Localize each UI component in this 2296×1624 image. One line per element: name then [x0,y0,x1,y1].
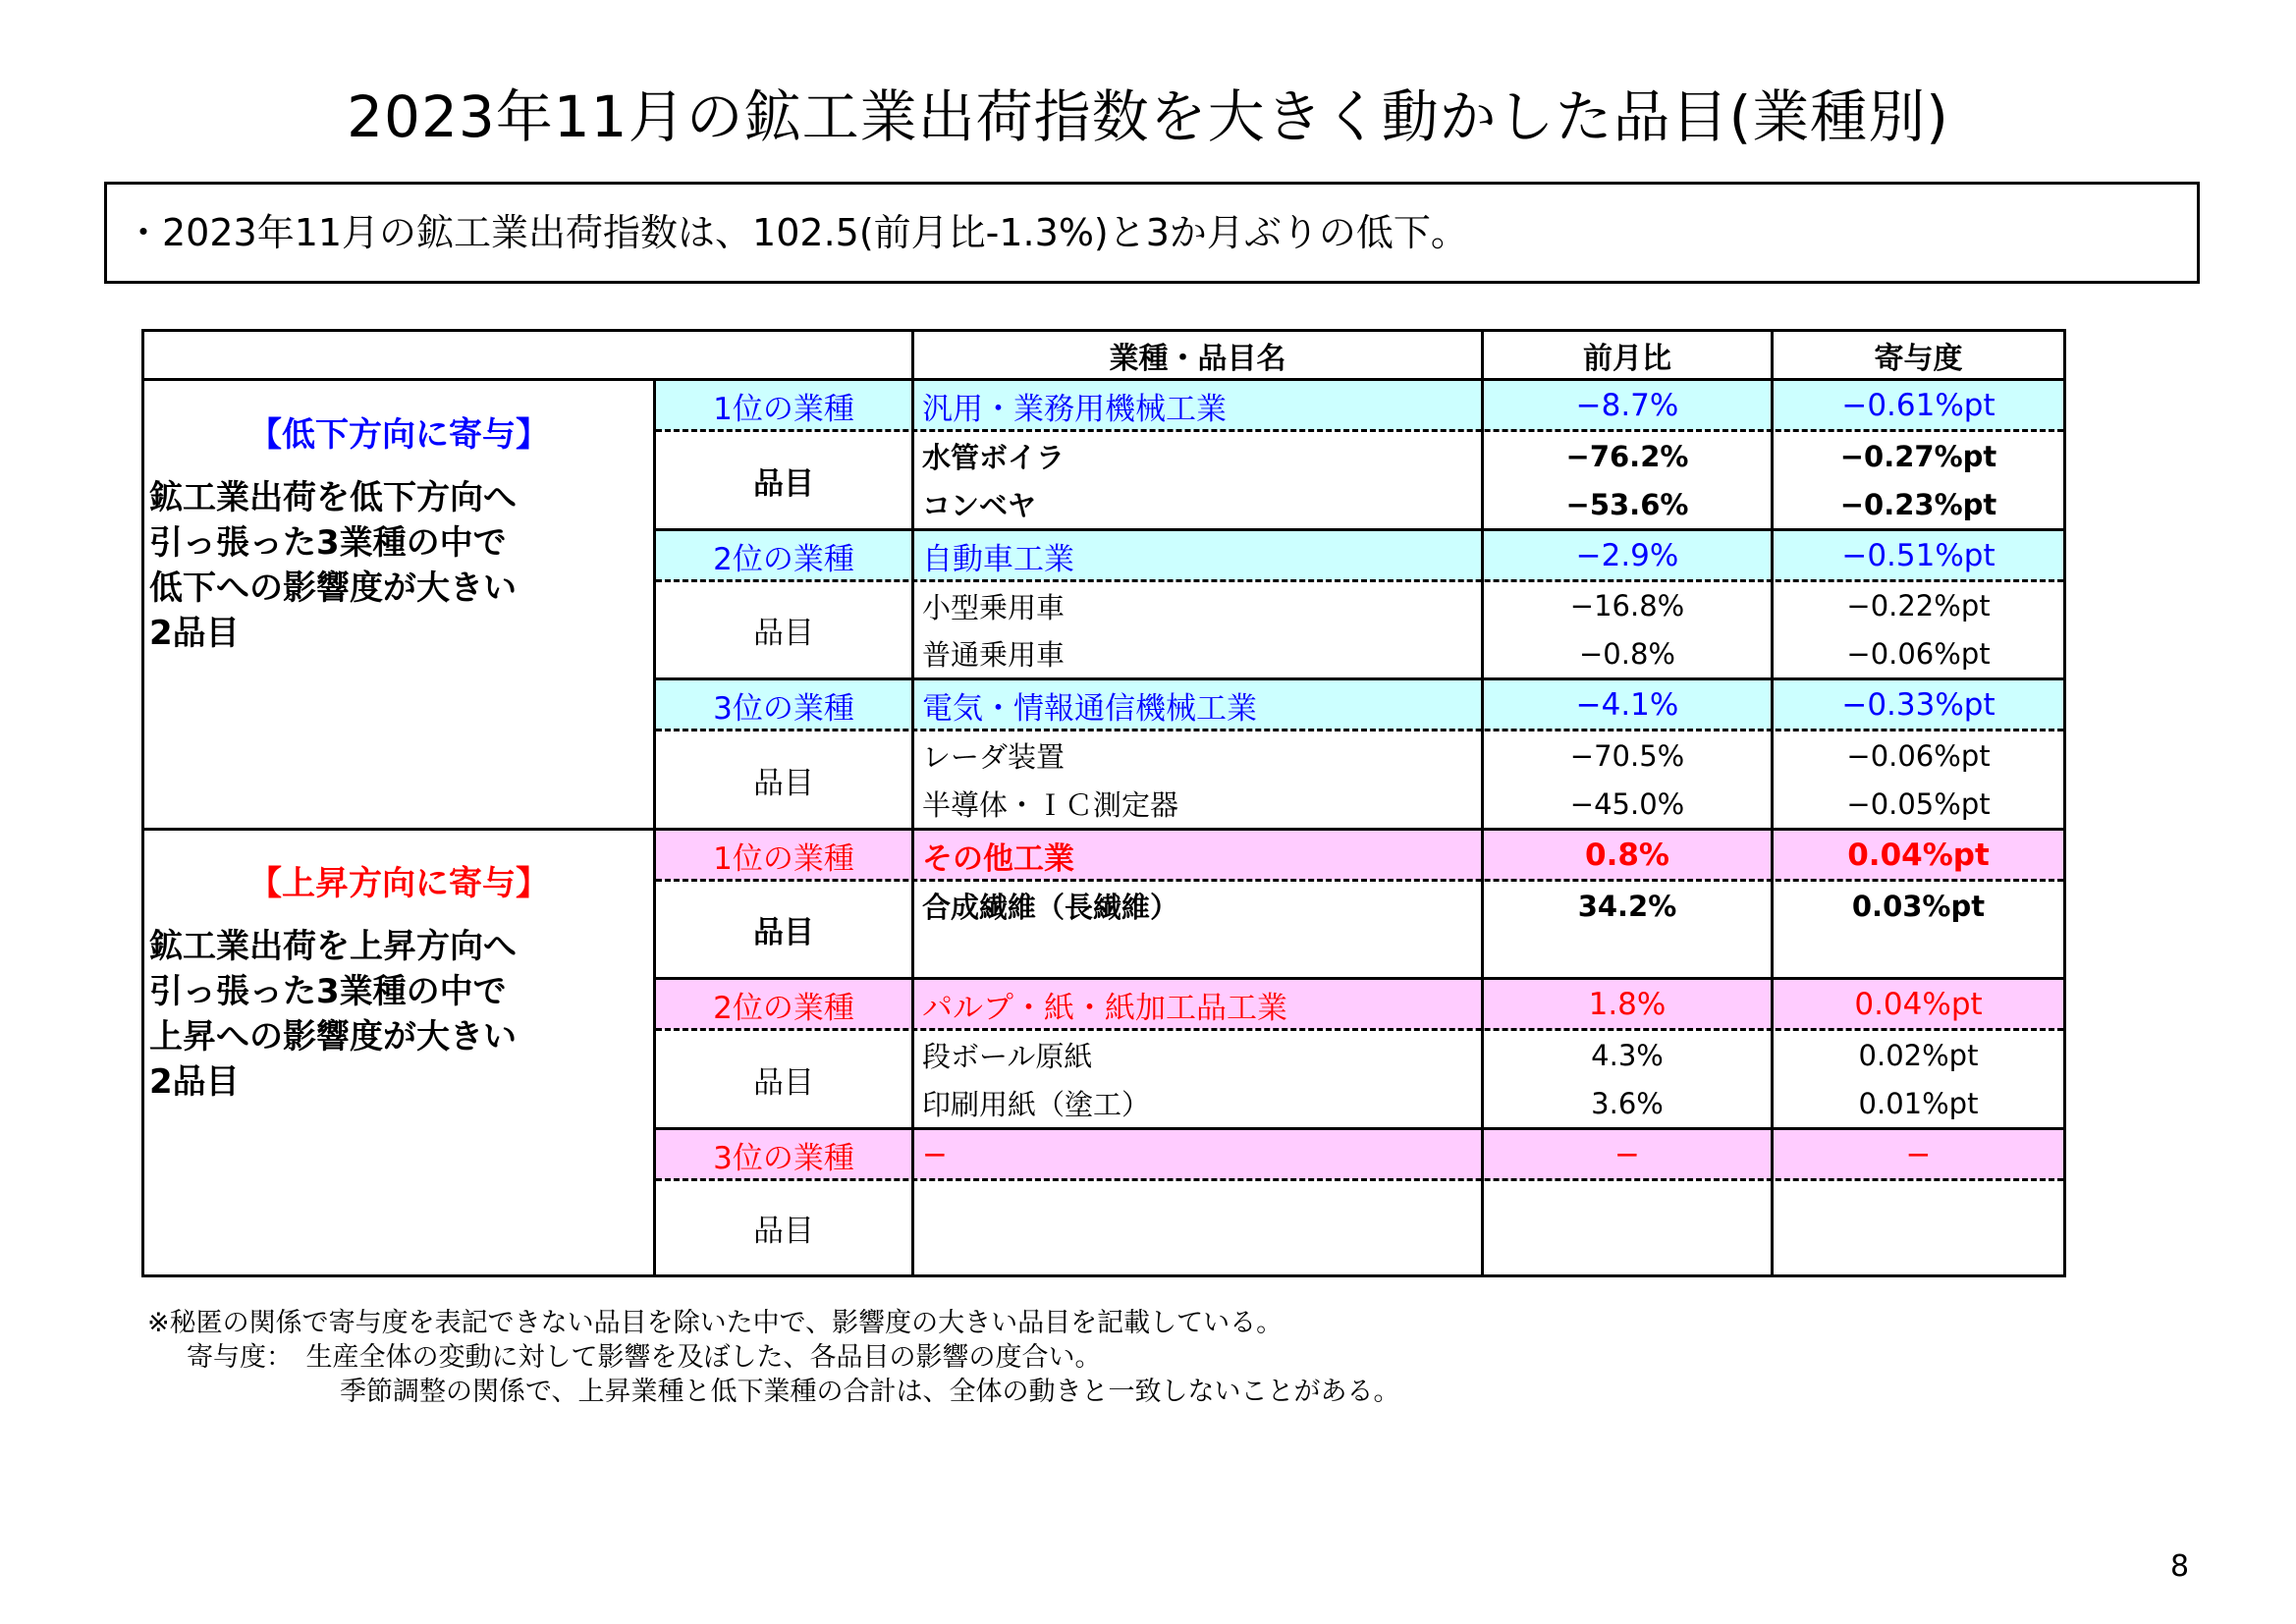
industry-rank: 3位の業種 [713,1140,854,1176]
rise-title: 【上昇方向に寄与】 [248,864,549,903]
item-label: 品目 [753,1064,814,1101]
industry-mom: − [1614,1137,1640,1172]
item-contribution: −0.05%pt [1846,786,1991,821]
summary-box: ・2023年11月の鉱工業出荷指数は、102.5(前月比-1.3%)と3か月ぶりの低下。 [104,182,2200,284]
industry-contribution: −0.33%pt [1841,687,1995,723]
decline-desc-line: 鉱工業出荷を低下方向へ [149,478,517,517]
industry-name: − [922,1137,948,1172]
decline-title: 【低下方向に寄与】 [248,415,549,455]
industry-contribution: −0.61%pt [1841,388,1995,423]
industry-mom: −4.1% [1575,687,1679,723]
industry-rank: 1位の業種 [713,840,854,877]
industry-contribution: − [1905,1137,1932,1172]
item-label: 品目 [753,1214,814,1249]
industry-name: 汎用・業務用機械工業 [922,391,1227,427]
rise-desc-line: 上昇への影響度が大きい [149,1017,517,1056]
rise-desc-line: 2品目 [149,1062,240,1102]
rise-desc-line: 引っ張った3業種の中で [149,972,507,1011]
item-name: 水管ボイラ [922,441,1066,474]
item-contribution: 0.02%pt [1858,1038,1979,1072]
item-name: 合成繊維（長繊維） [922,891,1179,924]
item-name: 印刷用紙（塗工） [922,1088,1151,1121]
item-name: 普通乗用車 [922,638,1066,672]
item-mom: −76.2% [1565,439,1689,473]
item-mom: −53.6% [1565,487,1689,521]
item-mom: 3.6% [1591,1086,1664,1120]
item-contribution: −0.06%pt [1846,636,1991,671]
item-name: レーダ装置 [922,740,1066,774]
industry-mom: 1.8% [1588,987,1667,1022]
industry-name: 電気・情報通信機械工業 [922,690,1257,727]
industry-rank: 2位の業種 [713,541,854,577]
item-mom: −16.8% [1569,589,1685,623]
item-contribution: 0.03%pt [1851,889,1986,923]
decline-desc-line: 2品目 [149,614,240,653]
item-mom: 4.3% [1591,1038,1664,1072]
item-contribution: −0.23%pt [1839,487,1997,521]
industry-mom: −8.7% [1575,388,1679,423]
item-contribution: −0.27%pt [1839,439,1997,473]
footnote: 季節調整の関係で、上昇業種と低下業種の合計は、全体の動きと一致しないことがある。 [340,1377,1400,1407]
item-mom: −70.5% [1569,738,1685,773]
item-name: 半導体・ＩＣ測定器 [922,788,1179,822]
decline-desc-line: 引っ張った3業種の中で [149,523,507,563]
item-mom: −0.8% [1579,636,1675,671]
header-contribution: 寄与度 [1874,341,1963,376]
page-title: 2023年11月の鉱工業出荷指数を大きく動かした品目(業種別) [347,83,1949,150]
item-contribution: 0.01%pt [1858,1086,1979,1120]
footnote: ※秘匿の関係で寄与度を表記できない品目を除いた中で、影響度の大きい品目を記載している。 [147,1308,1284,1338]
rise-desc-line: 鉱工業出荷を上昇方向へ [149,927,517,966]
decline-desc-line: 低下への影響度が大きい [149,568,517,608]
item-label: 品目 [753,465,814,502]
header-name: 業種・品目名 [1109,341,1286,376]
item-contribution: −0.06%pt [1846,738,1991,773]
item-label: 品目 [753,616,814,651]
item-label: 品目 [753,765,814,801]
industry-mom: 0.8% [1585,838,1669,873]
item-contribution: −0.22%pt [1846,589,1991,623]
industry-contribution: 0.04%pt [1854,987,1983,1022]
industry-name: その他工業 [922,840,1074,877]
item-name: コンベヤ [922,489,1037,522]
industry-contribution: −0.51%pt [1841,538,1995,573]
footnote: 寄与度： 生産全体の変動に対して影響を及ぼした、各品目の影響の度合い。 [187,1342,1102,1373]
item-label: 品目 [753,915,814,950]
item-mom: 34.2% [1577,889,1677,923]
industry-rank: 1位の業種 [713,391,854,427]
item-name: 段ボール原紙 [922,1040,1093,1073]
industry-name: 自動車工業 [922,541,1074,577]
industry-rank: 3位の業種 [713,690,854,727]
item-name: 小型乗用車 [922,590,1066,624]
industry-contribution: 0.04%pt [1847,838,1990,873]
header-mom: 前月比 [1583,341,1671,376]
decline-description [149,475,640,656]
footnotes [147,1306,1399,1409]
page-number: 8 [2170,1549,2190,1584]
industry-rank: 2位の業種 [713,990,854,1026]
rise-description [149,924,640,1105]
industry-mom: −2.9% [1575,538,1679,573]
industry-name: パルプ・紙・紙加工品工業 [922,990,1287,1026]
item-mom: −45.0% [1569,786,1685,821]
